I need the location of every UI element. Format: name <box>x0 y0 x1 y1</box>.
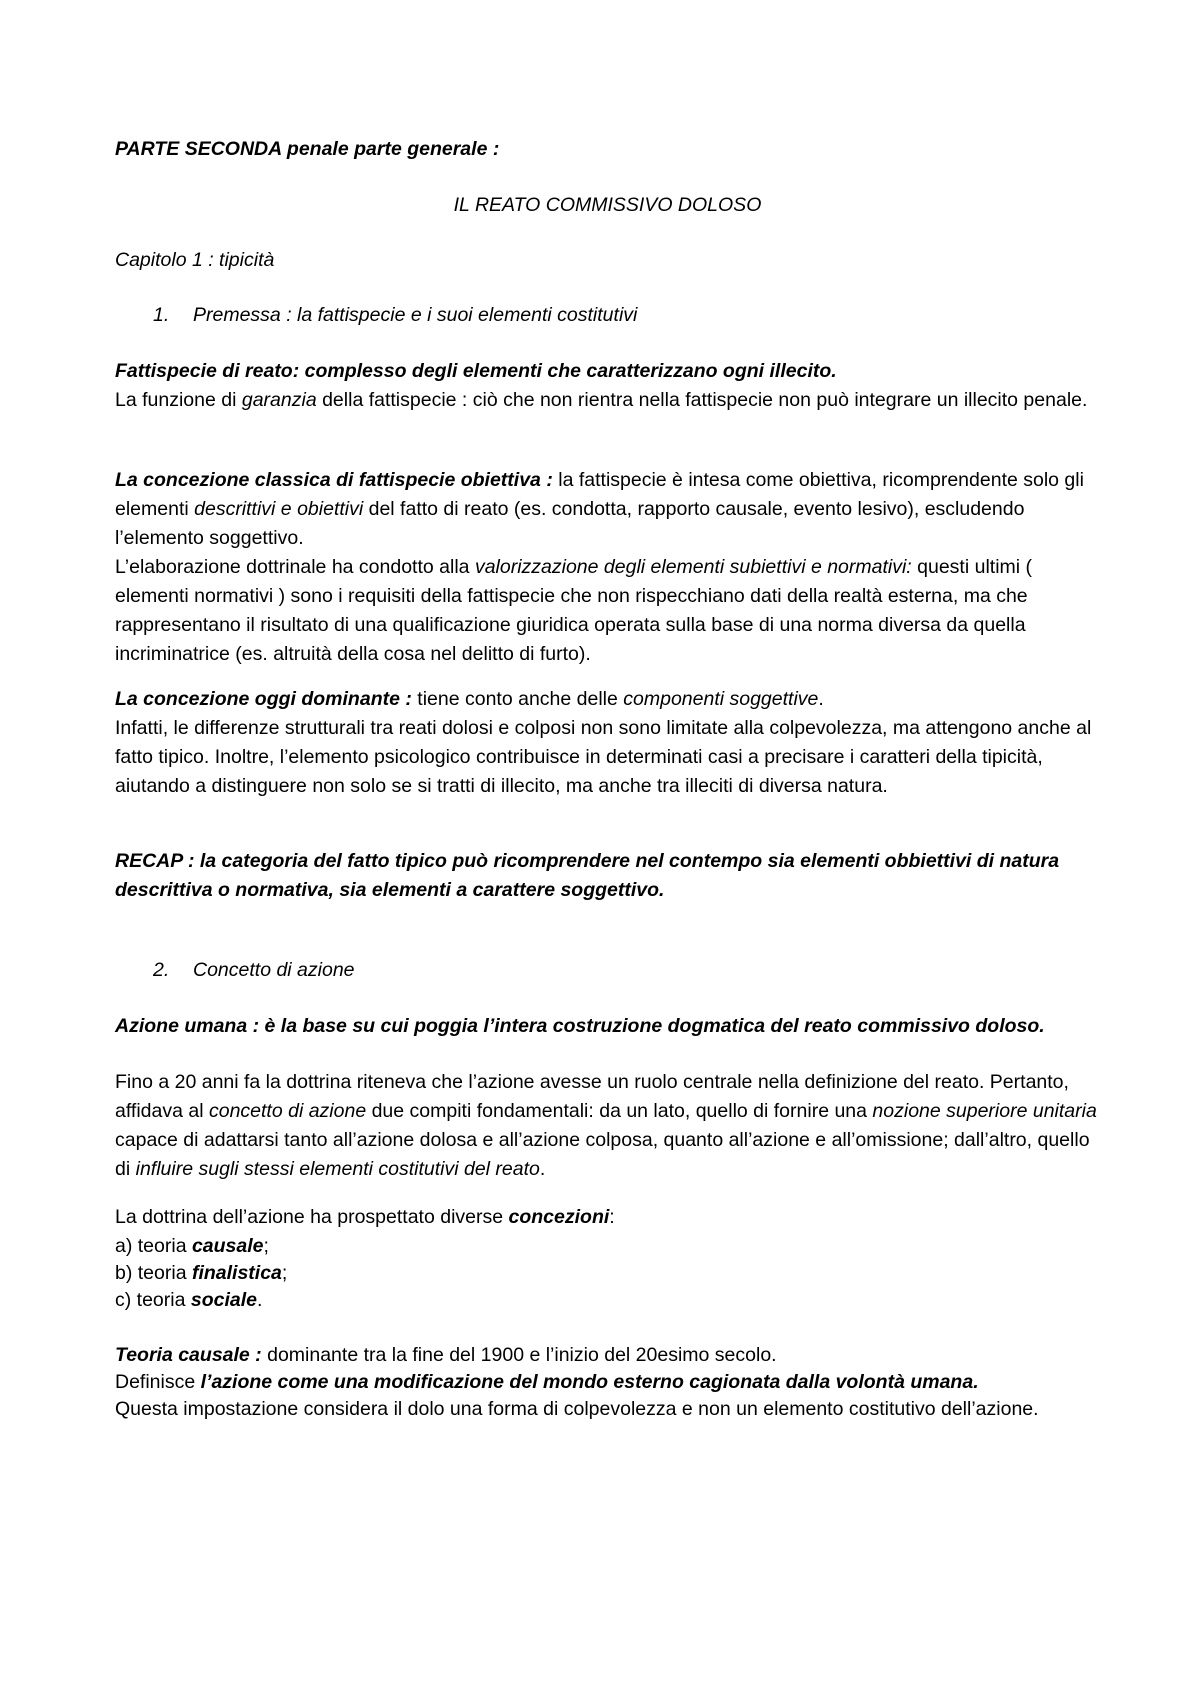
azione-definition: Azione umana : è la base su cui poggia l’intera costruzione dogmatica del reato commissivo doloso. <box>115 1015 1045 1037</box>
paragraph-dottrina: Fino a 20 anni fa la dottrina riteneva che l’azione avesse un ruolo centrale nella definizione del reato. Pertanto, affidava al concetto di azione due compiti fondamentali: da un lato, quello di fornire una nozione superiore unitaria capace di adattarsi tanto all’azione dolosa e all’azione colposa, quanto all’azione e all’omissione; dall’altro, quello di influire sugli stessi elementi costitutivi del reato. <box>115 1071 1097 1180</box>
list-item-b: b) teoria finalistica; <box>115 1262 288 1284</box>
paragraph-dolo: Questa impostazione considera il dolo una forma di colpevolezza e non un elemento costitutivo dell’azione. <box>115 1398 1039 1420</box>
chapter-heading: Capitolo 1 : tipicità <box>115 249 275 271</box>
paragraph-definisce: Definisce l’azione come una modificazione del mondo esterno cagionata dalla volontà umana. <box>115 1371 979 1393</box>
list-item-a: a) teoria causale; <box>115 1235 269 1257</box>
paragraph-teoria-causale: Teoria causale : dominante tra la fine del 1900 e l’inizio del 20esimo secolo. <box>115 1344 777 1366</box>
part-heading: PARTE SECONDA penale parte generale : <box>115 138 500 160</box>
section-2-title: Concetto di azione <box>193 959 355 981</box>
list-item-c: c) teoria sociale. <box>115 1289 263 1311</box>
section-2-heading <box>153 956 1053 985</box>
section-1-number: 1. <box>153 304 170 326</box>
section-1-heading <box>153 301 1053 330</box>
paragraph-concezione-classica: La concezione classica di fattispecie obiettiva : la fattispecie è intesa come obiettiva, ricomprendente solo gli elementi descrittivi e obiettivi del fatto di reato (es. condotta, rapporto causale, evento lesivo), escludendo l’elemento soggettivo. <box>115 469 1084 549</box>
section-1-title: Premessa : la fattispecie e i suoi elementi costitutivi <box>193 304 638 326</box>
document-title: IL REATO COMMISSIVO DOLOSO <box>453 194 762 216</box>
paragraph-concezioni: La dottrina dell’azione ha prospettato diverse concezioni: <box>115 1206 615 1228</box>
paragraph-concezione-dominante: La concezione oggi dominante : tiene conto anche delle componenti soggettive. <box>115 688 824 710</box>
paragraph-differenze: Infatti, le differenze strutturali tra reati dolosi e colposi non sono limitate alla colpevolezza, ma attengono anche al fatto tipico. Inoltre, l’elemento psicologico contribuisce in determinati casi a precisare i caratteri della tipicità, aiutando a distinguere non solo se si tratti di illecito, ma anche tra illeciti di diversa natura. <box>115 717 1092 797</box>
recap-paragraph: RECAP : la categoria del fatto tipico può ricomprendere nel contempo sia elementi obbiettivi di natura descrittiva o normativa, sia elementi a carattere soggettivo. <box>115 850 1060 901</box>
paragraph-elaborazione: L’elaborazione dottrinale ha condotto alla valorizzazione degli elementi subiettivi e normativi: questi ultimi ( elementi normativi ) sono i requisiti della fattispecie che non rispecchiano dati della realtà esterna, ma che rappresentano il risultato di una qualificazione giuridica operata sulla base di una norma diversa da quella incriminatrice (es. altruità della cosa nel delitto di furto). <box>115 556 1033 665</box>
paragraph-garanzia: La funzione di garanzia della fattispecie : ciò che non rientra nella fattispecie non può integrare un illecito penale. <box>115 389 1088 411</box>
fattispecie-definition: Fattispecie di reato: complesso degli elementi che caratterizzano ogni illecito. <box>115 360 837 382</box>
section-2-number: 2. <box>153 959 170 981</box>
